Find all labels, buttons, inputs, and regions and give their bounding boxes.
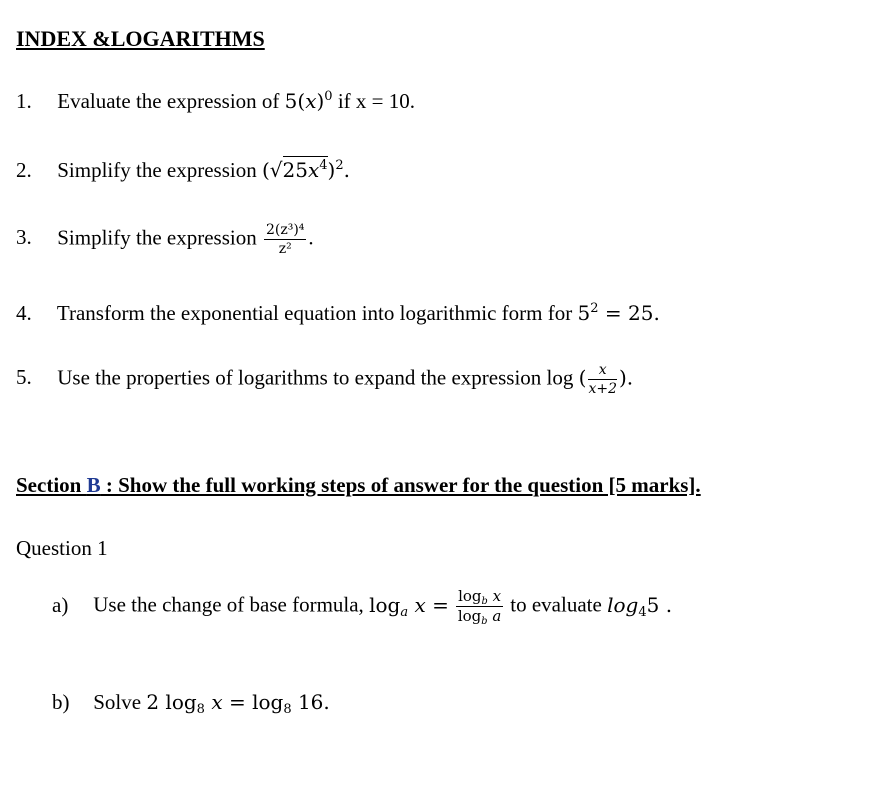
question-text-after: . — [308, 225, 314, 250]
part-text: Use the change of base formula, — [93, 592, 364, 617]
fraction-denominator: z² — [278, 241, 292, 258]
document-title: INDEX &LOGARITHMS — [16, 26, 265, 51]
question-text: Use the properties of logarithms to expand the expression log — [57, 365, 574, 390]
question-5: 5. Use the properties of logarithms to expand the expression log ( $\frac{x}{x+2}$ ). — [16, 362, 634, 398]
question-fraction — [588, 362, 617, 397]
question-number: 1. — [16, 89, 32, 113]
question-text-after: if x = 10. — [337, 89, 415, 113]
part-text: Solve — [93, 690, 142, 714]
question-math: $5(x)^0$ — [284, 89, 333, 113]
fraction-numerator: $\log_b x$ — [458, 587, 502, 607]
fraction-numerator: x — [588, 362, 617, 380]
question-text-after: ). — [619, 365, 634, 390]
section-instruction: : Show the full working steps of answer for the question [5 marks]. — [100, 473, 701, 497]
fraction-denominator: x+2 — [588, 381, 617, 398]
question-number: 5. — [16, 365, 32, 390]
question-text: Transform the exponential equation into logarithmic form for — [56, 301, 573, 325]
part-math: 2 $\log_8 x = \log_8 16$. — [146, 690, 330, 717]
question-1-label: Question 1 — [16, 536, 108, 560]
question-2 — [16, 158, 350, 183]
section-prefix: Section — [16, 473, 87, 497]
question-1 — [16, 89, 415, 114]
section-b-heading — [16, 473, 701, 498]
question-1-part-a — [52, 588, 672, 626]
question-number: 3. — [16, 225, 32, 250]
question-text: Evaluate the expression of — [57, 89, 280, 113]
section-letter: B — [86, 473, 101, 497]
question-number: 2. — [16, 158, 32, 182]
question-fraction — [264, 222, 306, 257]
formula-lhs: $\log_a x$ = — [369, 592, 449, 620]
change-of-base-fraction — [456, 588, 503, 626]
question-math: $5^2 = 25$. — [577, 301, 660, 325]
part-text-after: to evaluate — [510, 592, 602, 617]
question-3 — [16, 222, 314, 257]
part-label: b) — [52, 690, 70, 714]
fraction-denominator: $\log_b a$ — [457, 607, 502, 628]
question-text: Simplify the expression — [57, 225, 257, 250]
question-4 — [16, 301, 660, 326]
question-number: 4. — [16, 301, 32, 325]
fraction-numerator: 2(z³)⁴ — [264, 222, 306, 240]
question-text: Simplify the expression — [57, 158, 257, 182]
question-math: $(√25x^4)^2$. — [261, 158, 350, 182]
question-1-part-b — [52, 690, 330, 715]
target-expression: $\log_45$ . — [607, 592, 673, 620]
part-label: a) — [52, 592, 69, 617]
